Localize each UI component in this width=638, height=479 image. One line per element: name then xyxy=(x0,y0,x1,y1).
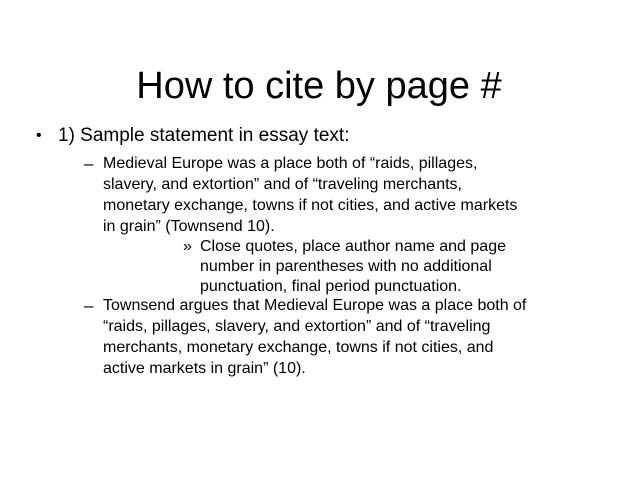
note-line-1: Close quotes, place author name and page xyxy=(200,238,506,255)
note-marker: » xyxy=(183,238,192,255)
alternative-line-1: Townsend argues that Medieval Europe was a place both of xyxy=(103,297,527,314)
level1-bullet-text: 1) Sample statement in essay text: xyxy=(58,125,350,146)
slide-title: How to cite by page # xyxy=(136,65,502,107)
example-line-2: slavery, and extortion” and of “traveling merchants, xyxy=(103,176,462,193)
example-line-4: in grain” (Townsend 10). xyxy=(103,218,275,235)
alternative-block xyxy=(103,295,603,379)
note-line-2: number in parentheses with no additional xyxy=(200,258,492,275)
example-quote-block xyxy=(103,153,583,237)
example-line-1: Medieval Europe was a place both of “raids, pillages, xyxy=(103,155,478,172)
note-line-3: punctuation, final period punctuation. xyxy=(200,278,462,295)
alternative-line-3: merchants, monetary exchange, towns if not cities, and xyxy=(103,339,494,356)
alternative-line-4: active markets in grain” (10). xyxy=(103,360,306,377)
alternative-dash-marker: – xyxy=(84,296,94,315)
example-line-3: monetary exchange, towns if not cities, and active markets xyxy=(103,197,518,214)
note-block xyxy=(200,237,580,297)
bullet-marker: • xyxy=(36,127,42,144)
example-dash-marker: – xyxy=(84,154,94,173)
alternative-line-2: “raids, pillages, slavery, and extortion” and of “traveling xyxy=(103,318,491,335)
